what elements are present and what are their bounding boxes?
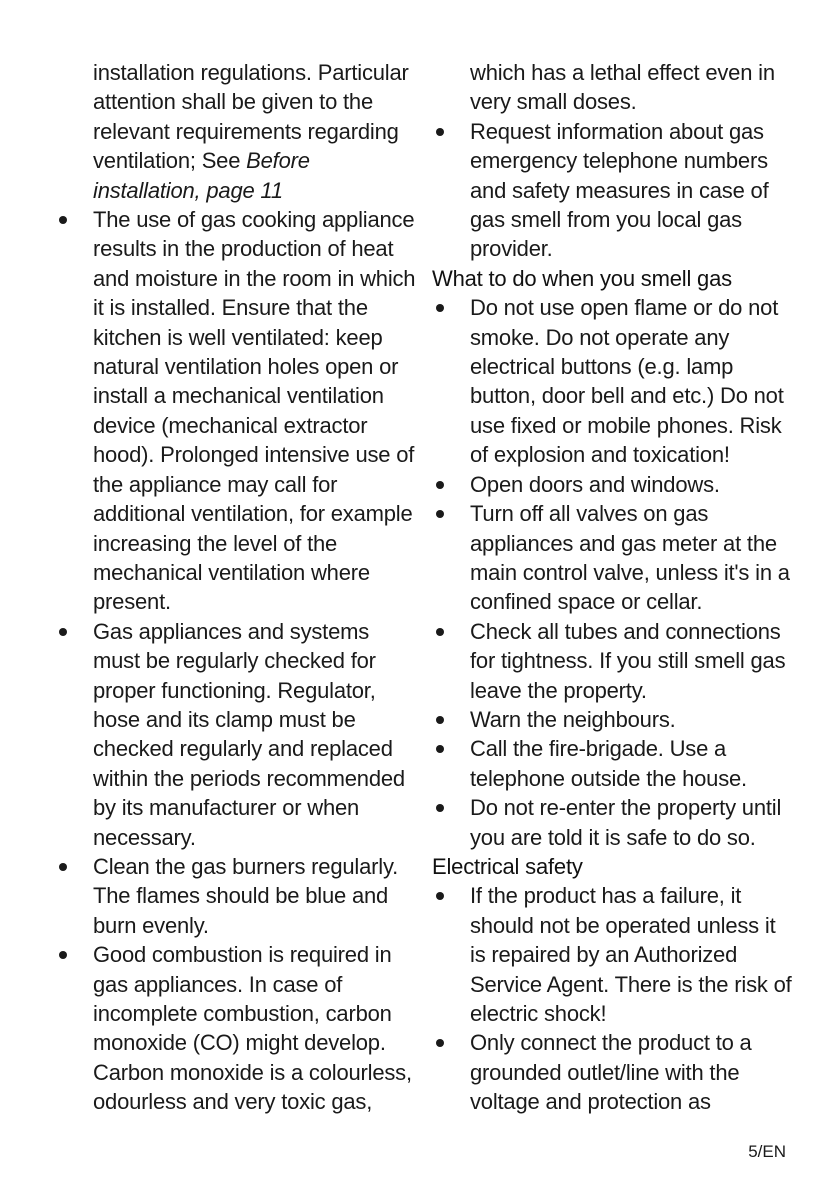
list-item-text: Only connect the product to a grounded outlet/line with the voltage and protection as: [470, 1030, 752, 1115]
left-column: [55, 58, 420, 1117]
intro-paragraph: [55, 58, 420, 205]
left-bullet-list: [55, 205, 420, 1117]
right-top-bullet-list: [432, 117, 792, 264]
bullet-icon: [436, 304, 444, 312]
bullet-icon: [59, 216, 67, 224]
electrical-safety-bullet-list: [432, 881, 792, 1116]
bullet-icon: [436, 510, 444, 518]
bullet-icon: [436, 1039, 444, 1047]
list-item: [432, 617, 792, 705]
bullet-icon: [436, 628, 444, 636]
list-item: [432, 1028, 792, 1116]
list-item: [55, 940, 420, 1116]
right-column: [432, 58, 792, 1117]
list-item: [432, 470, 792, 499]
list-item-text: Good combustion is required in gas appliances. In case of incomplete combustion, carbon monoxide (CO) might develop. Carbon monoxide is a colourless, odourless and very toxic gas,: [93, 942, 412, 1115]
list-item: [432, 881, 792, 1028]
bullet-icon: [59, 863, 67, 871]
bullet-icon: [436, 745, 444, 753]
list-item-text: Check all tubes and connections for tightness. If you still smell gas leave the property.: [470, 618, 786, 703]
bullet-icon: [59, 951, 67, 959]
list-item: [432, 793, 792, 852]
bullet-icon: [436, 128, 444, 136]
bullet-icon: [436, 716, 444, 724]
list-item: [432, 705, 792, 734]
list-item-text: Do not use open flame or do not smoke. Do not operate any electrical buttons (e.g. lamp button, door bell and etc.) Do not use fixed or mobile phones. Risk of explosion and toxication!: [470, 295, 784, 468]
list-item: [432, 499, 792, 617]
bullet-icon: [436, 892, 444, 900]
list-item-text: Gas appliances and systems must be regularly checked for proper functioning. Regulator, hose and its clamp must be checked regularly and replaced within the periods recommended by its manufacturer or when necessary.: [93, 618, 405, 850]
list-item-text: Call the fire-brigade. Use a telephone outside the house.: [470, 736, 747, 791]
list-item-text: Clean the gas burners regularly. The flames should be blue and burn evenly.: [93, 853, 399, 938]
list-item: [432, 734, 792, 793]
list-item-text: Turn off all valves on gas appliances and gas meter at the main control valve, unless it's in a confined space or cellar.: [470, 501, 790, 615]
list-item-text: Do not re-enter the property until you are told it is safe to do so.: [470, 795, 782, 850]
list-item-text: If the product has a failure, it should not be operated unless it is repaired by an Authorized Service Agent. There is the risk of electric shock!: [470, 883, 792, 1026]
list-item-text: Warn the neighbours.: [470, 706, 676, 732]
page-number: 5/EN: [748, 1142, 786, 1161]
list-item: [55, 617, 420, 852]
list-item-text: Open doors and windows.: [470, 471, 720, 497]
bullet-icon: [436, 481, 444, 489]
list-item: [432, 293, 792, 469]
intro-text: installation regulations. Particular attention shall be given to the relevant requirements regarding ventilation; See: [93, 60, 409, 174]
list-item-text: The use of gas cooking appliance results in the production of heat and moisture in the room in which it is installed. Ensure that the kitchen is well ventilated: keep natural ventilation holes open or install a mechanical ventilation device (mechanical extractor hood). Prolonged intensive use of the appliance may call for additional ventilation, for example increasing the level of the mechanical ventilation where present.: [93, 207, 416, 615]
list-item: [55, 205, 420, 617]
continuation-paragraph: which has a lethal effect even in very small doses.: [470, 60, 775, 115]
list-item: [55, 852, 420, 940]
intro-reference: Before installation, page 11: [93, 148, 310, 203]
list-item-text: Request information about gas emergency telephone numbers and safety measures in case of gas smell from you local gas provider.: [470, 118, 769, 262]
bullet-icon: [436, 804, 444, 812]
gas-smell-bullet-list: [432, 293, 792, 852]
section-heading-gas-smell: What to do when you smell gas: [432, 265, 732, 291]
bullet-icon: [59, 628, 67, 636]
section-heading-electrical-safety: Electrical safety: [432, 853, 583, 879]
list-item: [432, 117, 792, 264]
